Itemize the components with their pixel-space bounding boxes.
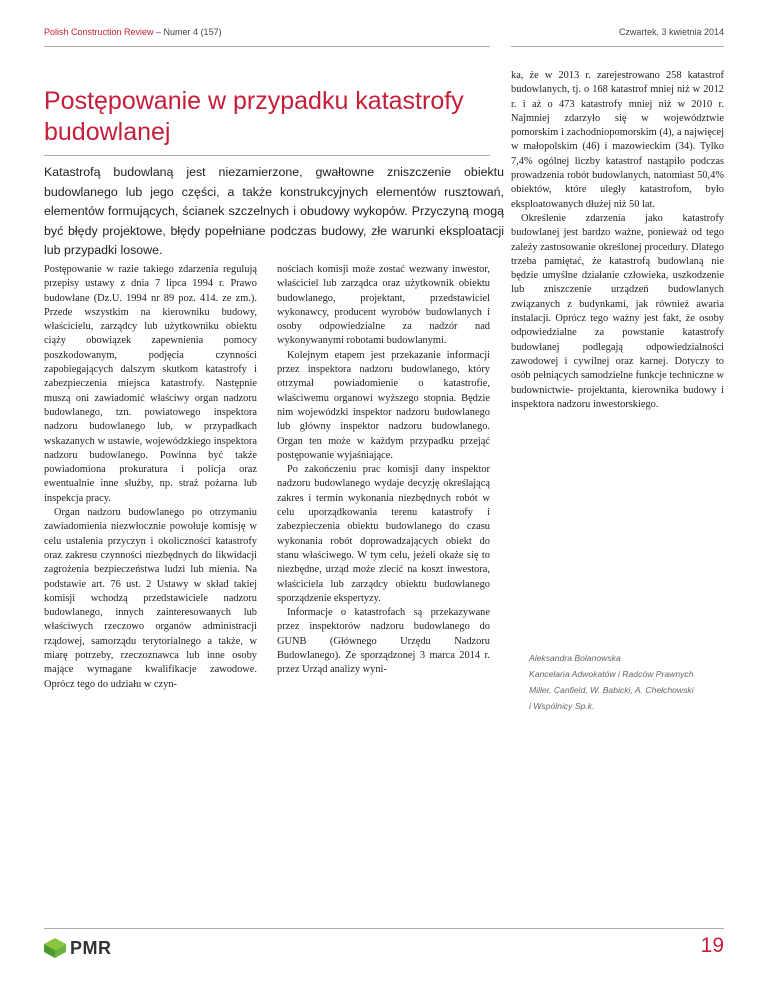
paragraph: Informacje o katastrofach są przekazywane przez inspektorów nadzoru budowlanego do GUNB (Głównego Urzędu Nadzoru Budowlanego). Ze sporządzonej 3 marca 2014 r. przez Urząd analizy wyni- [277, 607, 490, 676]
author-firm-line: Miller, Canfield, W. Babicki, A. Chełchowski [529, 685, 694, 695]
page-number: 19 [700, 934, 724, 957]
pmr-logo-icon [44, 938, 66, 958]
paragraph: Kolejnym etapem jest przekazanie informacji przez inspektora nadzoru budowlanego, który otrzymał powiadomienie o katastrofie, właściwemu organowi wyższego stopnia. Będzie nim wojewódzki inspektor nadzoru budowlanego lub główny inspektor nadzoru budowlanego. Organ ten może w każdym przypadku przejąć postępowanie wyjaśniające. [277, 349, 490, 461]
logo-text: PMR [70, 937, 112, 958]
issue-date: Czwartek, 3 kwietnia 2014 [618, 27, 724, 37]
paragraph: Określenie zdarzenia jako katastrofy budowlanej jest bardzo ważne, ponieważ od tego zależy zastosowanie określonej procedury. Dlatego trzeba pamiętać, że katastrofą budowlaną nie będzie umyślne działanie człowieka, uszkodzenie lub zniszczenie urządzeń budowlanych związanych z budynkami, jak również awaria instalacji. Oprócz tego ważny jest fakt, że osoby odpowiedzialne za powstanie katastrofy budowlanej podlegają odpowiedzialności zawodowej i cywilnej oraz karnej. Dotyczy to osób pełniących samodzielne funkcje techniczne w budownictwie- projektanta, kierownika budowy i inspektora nadzoru inwestorskiego. [511, 212, 724, 410]
paragraph: Organ nadzoru budowlanego po otrzymaniu zawiadomienia niezwłocznie powołuje komisję w celu ustalenia przyczyn i okoliczności katastrofy oraz zakresu czynności niezbędnych do likwidacji zagrożenia bezpieczeństwa ludzi lub mienia. Na podstawie art. 76 ust. 2 Ustawy w skład takiej komisji wchodzą przedstawiciele nadzoru budowlanego, innych zainteresowanych lub właściwych rzeczowo organów administracji rządowej, samorządu terytorialnego a także, w miarę potrzeby, rzeczoznawca lub inne osoby mające wymagane kwalifikacje zawodowe. Oprócz tego do udziału w czyn- [44, 507, 257, 690]
title-rule [44, 155, 490, 156]
article-column-3 [511, 69, 724, 412]
author-signature [529, 650, 729, 714]
header-rule-left [44, 46, 490, 47]
footer-rule [44, 928, 724, 929]
paragraph: nościach komisji może zostać wezwany inwestor, właściciel lub zarządca oraz użytkownik obiektu budowlanego, projektant, przedstawiciel wykonawcy, producent wyrobów budowlanych i osoby odpowiedzialne za nadzór nad wykonywanymi robotami budowlanymi. [277, 264, 490, 347]
article-lead: Katastrofą budowlaną jest niezamierzone, gwałtowne zniszczenie obiektu budowlanego lub jego części, a także konstrukcyjnych elementów rusztowań, elementów formujących, ścianek szczelnych i obudowy wykopów. Przyczyną mogą być błędy projektowe, błędy popełniane podczas budowy, złe warunki eksploatacji lub przypadki losowe. [44, 165, 504, 257]
author-name: Aleksandra Bolanowska [529, 653, 621, 663]
paragraph: ka, że w 2013 r. zarejestrowano 258 katastrof budowlanych, tj. o 168 katastrof mniej niż w 2012 r. i aż o 473 katastrofy mniej niż w 2010 r. Najmniej zdarzyło się w województwie pomorskim i zachodniopomorskim (4), a najwięcej w małopolskim (46) i mazowieckim (34). Tylko 7,4% ogólnej liczby katastrof nastąpiło podczas prowadzenia robót budowlanych, natomiast 50,4% obiektów, które uległy katastrofom, było eksploatowanych dłużej niż 50 lat. [511, 70, 724, 210]
paragraph: Postępowanie w razie takiego zdarzenia regulują przepisy ustawy z dnia 7 lipca 1994 r. Prawo budowlane (Dz.U. 1994 nr 89 poz. 414. ze zm.). Przede wszystkim na kierowniku budowy, właścicielu, zarządcy lub użytkowniku obiektu ciąży obowiązek zapewnienia pomocy poszkodowanym, podjęcia czynności zapobiegających dalszym skutkom katastrofy i zabezpieczenia miejsca katastrofy. Następnie muszą oni zawiadomić właściwy organ nadzoru budowlanego, tzn. powiatowego inspektora nadzoru budowlanego lub, w przypadkach wskazanych w ustawie, wojewódzkiego inspektora nadzoru budowlanego. Powinna być także powiadomiona prokuratura i policja oraz ewentualnie inne służby, np. straż pożarna lub inspekcja pracy. [44, 264, 257, 504]
article-title: Postępowanie w przypadku katastrofy budowlanej [44, 87, 464, 146]
author-firm-line: i Wspólnicy Sp.k. [529, 701, 595, 711]
header-rule-right [511, 46, 724, 47]
running-header [44, 27, 724, 41]
issue-number: – Numer 4 (157) [153, 27, 222, 37]
article-column-2 [277, 263, 490, 678]
article-column-1 [44, 263, 257, 692]
author-firm-line: Kancelaria Adwokatów i Radców Prawnych [529, 669, 694, 679]
pmr-logo [44, 938, 112, 958]
publication-name: Polish Construction Review [44, 27, 154, 37]
paragraph: Po zakończeniu prac komisji dany inspektor nadzoru budowlanego wydaje decyzję określającą zakres i termin wykonania niezbędnych robót w celu uporządkowania terenu katastrofy i zabezpieczenia obiektu budowlanego do czasu wykonania robót doprowadzających obiekt do stanu właściwego. W tym celu, jeżeli okaże się to niezbędne, urząd może zlecić na koszt inwestora, właściciela lub zarządcy obiektu budowlanego sporządzenie ekspertyzy. [277, 464, 490, 604]
publication-info [44, 27, 222, 37]
